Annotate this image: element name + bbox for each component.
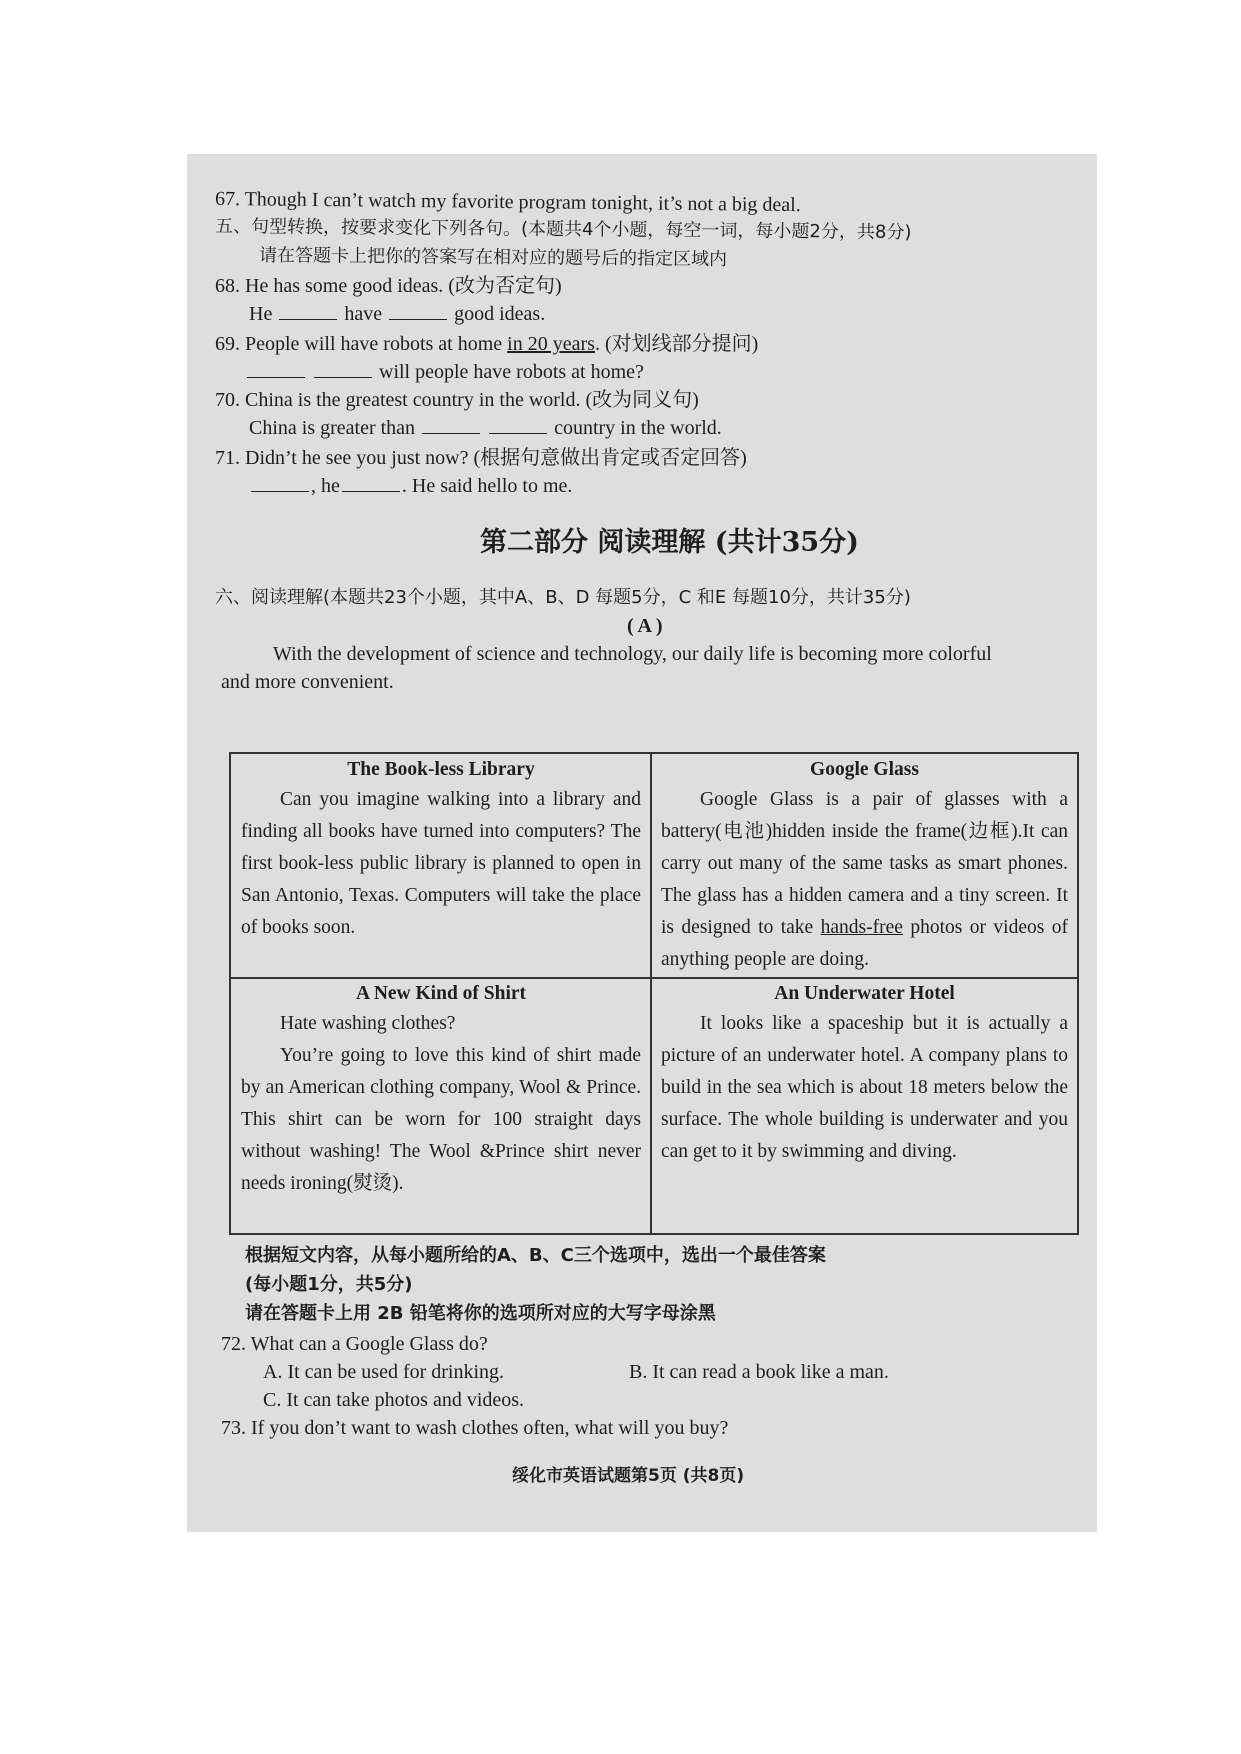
article-grid	[229, 752, 1079, 1235]
section-6-heading: 六、阅读理解(本题共23个小题，其中A、B、D 每题5分，C 和E 每题10分，共计35分)	[215, 587, 911, 608]
question-67: 67. Though I can’t watch my favorite program tonight, it’s not a big deal.	[214, 187, 801, 217]
question-68: 68. He has some good ideas. (改为否定句)	[215, 275, 562, 297]
reading-instruction: 根据短文内容，从每小题所给的A、B、C三个选项中，选出一个最佳答案	[245, 1245, 826, 1266]
article-google-glass	[661, 756, 1068, 976]
grid-divider	[650, 754, 652, 1233]
part-2-title: 第二部分 阅读理解 (共计35分)	[480, 527, 859, 558]
article-underwater-hotel	[661, 980, 1068, 1168]
question-70: 70. China is the greatest country in the world. (改为同义句)	[215, 389, 699, 411]
article-text: It looks like a spaceship but it is actually a picture of an underwater hotel. A company plans to build in the sea which is about 18 meters below the surface. The whole building is underwater and you can get to it by swimming and diving.	[661, 1013, 1068, 1162]
article-text: You’re going to love this kind of shirt made by an American clothing company, Wool & Prince. This shirt can be worn for 100 straight days without washing! The Wool &Prince shirt never needs ironing(熨烫).	[241, 1045, 641, 1194]
option-72-c[interactable]: C. It can take photos and videos.	[263, 1389, 525, 1411]
question-72: 72. What can a Google Glass do?	[221, 1333, 488, 1355]
section-5-heading: 五、句型转换，按要求变化下列各句。(本题共4个小题，每空一词，每小题2分，共8分)	[214, 215, 912, 244]
article-book-less-library	[241, 756, 641, 944]
underlined-phrase: in 20 years	[507, 333, 595, 355]
question-71-answer-line: , he . He said hello to me.	[249, 474, 572, 498]
option-72-a[interactable]: A. It can be used for drinking.	[263, 1361, 505, 1383]
reading-answer-sheet-note: 请在答题卡上用 2B 铅笔将你的选项所对应的大写字母涂黑	[245, 1303, 716, 1324]
question-69: 69. People will have robots at home in 20 years. (对划线部分提问)	[215, 333, 759, 355]
answer-blank[interactable]	[489, 417, 547, 434]
question-71: 71. Didn’t he see you just now? (根据句意做出肯定或否定回答)	[215, 447, 747, 469]
answer-blank[interactable]	[247, 361, 305, 378]
passage-label: ( A )	[627, 615, 663, 637]
passage-intro-cont: and more convenient.	[221, 671, 394, 693]
question-70-answer-line: China is greater than country in the world.	[249, 417, 722, 439]
page-footer: 绥化市英语试题第5页 (共8页)	[512, 1466, 745, 1486]
article-text: Can you imagine walking into a library and finding all books have turned into computers? The first book-less public library is planned to open in San Antonio, Texas. Computers will take the place of books soon.	[241, 789, 641, 938]
option-72-b[interactable]: B. It can read a book like a man.	[629, 1361, 889, 1383]
article-text: Google Glass is a pair of glasses with a battery(电池)hidden inside the frame(边框).It can carry out many of the same tasks as smart phones. The glass has a hidden camera and a tiny screen. It is designed to take hands-free photos or videos of anything people are doing.	[661, 789, 1069, 970]
question-68-answer-line: He have good ideas.	[249, 303, 546, 325]
answer-blank[interactable]	[342, 475, 400, 492]
grid-divider	[231, 977, 1077, 979]
section-5-instruction: 请在答题卡上把你的答案写在相对应的题号后的指定区域内	[258, 244, 728, 271]
underlined-phrase: hands-free	[820, 917, 903, 938]
passage-intro: With the development of science and technology, our daily life is becoming more colorful	[273, 643, 992, 665]
article-title: A New Kind of Shirt	[355, 983, 527, 1004]
article-new-shirt	[241, 980, 641, 1200]
exam-page	[187, 154, 1097, 1532]
answer-blank[interactable]	[279, 303, 337, 320]
answer-blank[interactable]	[314, 361, 372, 378]
article-title: An Underwater Hotel	[774, 983, 955, 1004]
question-73: 73. If you don’t want to wash clothes often, what will you buy?	[221, 1417, 729, 1439]
answer-blank[interactable]	[422, 417, 480, 434]
article-text: Hate washing clothes?	[280, 1013, 456, 1034]
article-title: Google Glass	[810, 759, 919, 780]
answer-blank[interactable]	[251, 475, 309, 492]
question-69-answer-line: will people have robots at home?	[245, 360, 644, 384]
reading-scoring: (每小题1分，共5分)	[245, 1274, 413, 1295]
article-title: The Book-less Library	[347, 759, 535, 780]
answer-blank[interactable]	[389, 303, 447, 320]
